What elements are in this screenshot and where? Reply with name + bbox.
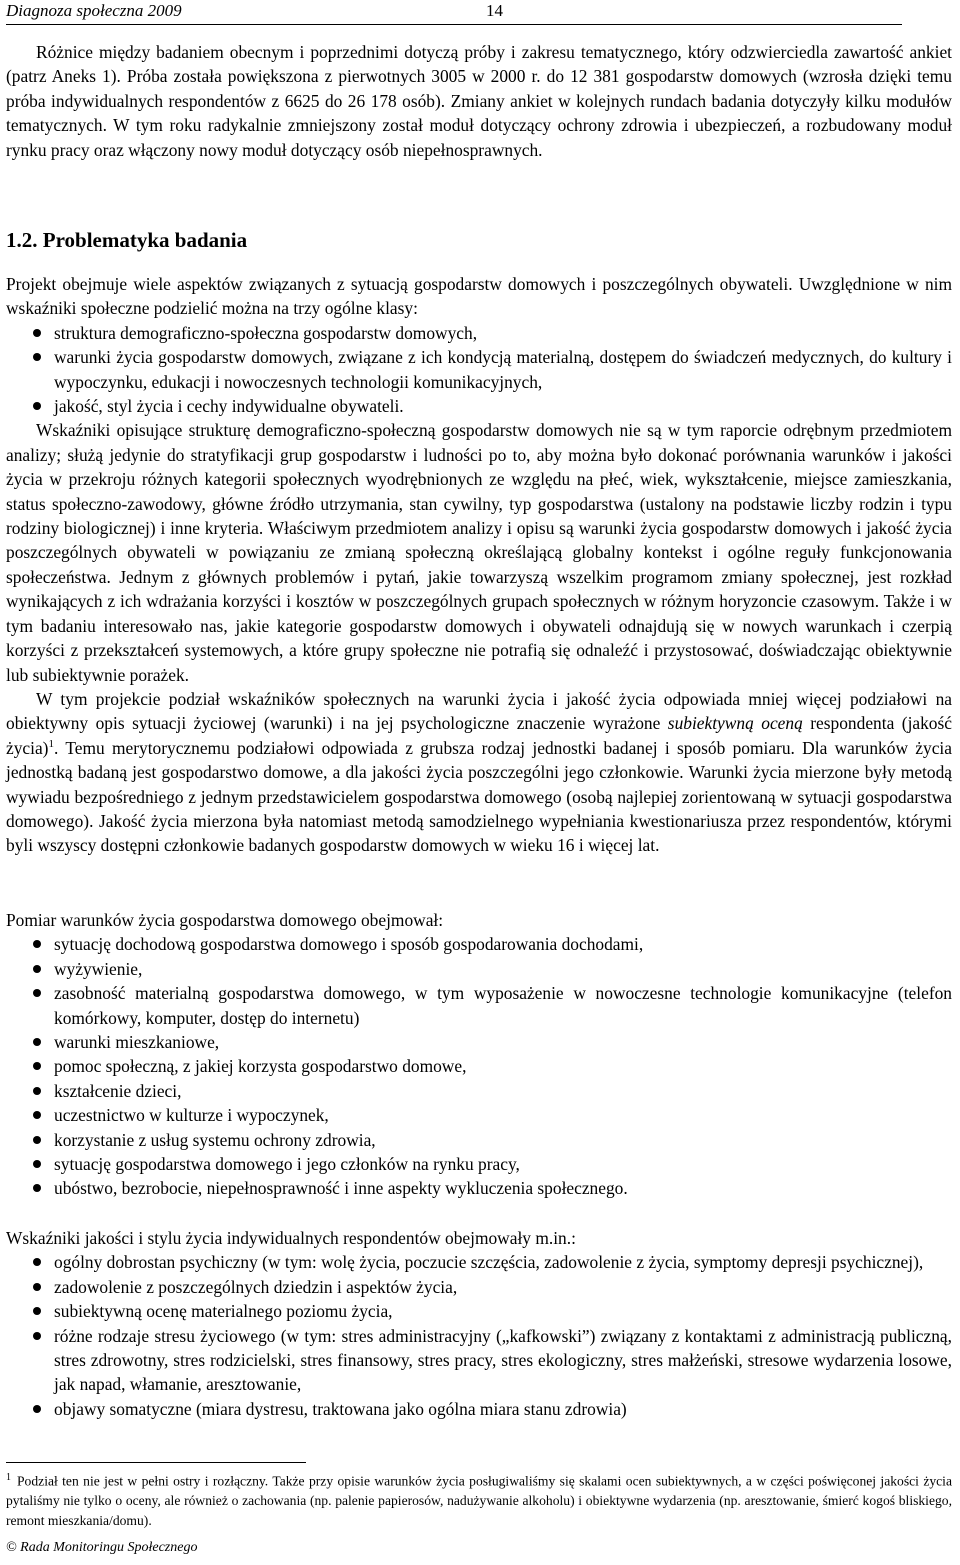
bullet-icon [33, 1283, 41, 1291]
list-item: pomoc społeczną, z jakiej korzysta gospodarstwo domowe, [6, 1054, 952, 1078]
list-item: warunki życia gospodarstw domowych, związane z ich kondycją materialną, dostępem do świadczeń medycznych, do kultury i wypoczynku, edukacji i nowoczesnych technologii komunikacyjnych, [6, 345, 952, 394]
indicator-classes-list [6, 321, 952, 419]
footnote-marker: 1 [6, 1472, 11, 1483]
section-heading: 1.2. Problematyka badania [6, 228, 248, 252]
quality-block [6, 1226, 952, 1421]
quality-intro: Wskaźniki jakości i stylu życia indywidualnych respondentów obejmowały m.in.: [6, 1228, 576, 1248]
bullet-icon [33, 965, 41, 973]
footnote-reference[interactable]: 1 [48, 737, 54, 750]
bullet-icon [33, 1332, 41, 1340]
quality-list [6, 1250, 952, 1421]
list-item: warunki mieszkaniowe, [6, 1030, 952, 1054]
bullet-icon [33, 329, 41, 337]
list-item: ogólny dobrostan psychiczny (w tym: wolę życia, poczucie szczęścia, zadowolenie z życia, symptomy depresji psychicznej), [6, 1250, 952, 1274]
list-item: sytuację gospodarstwa domowego i jego członków na rynku pracy, [6, 1152, 952, 1176]
footnote [6, 1468, 952, 1530]
bullet-icon [33, 353, 41, 361]
bullet-icon [33, 1062, 41, 1070]
list-item: kształcenie dzieci, [6, 1079, 952, 1103]
intro-paragraph: Różnice między badaniem obecnym i poprzednimi dotyczą próby i zakresu tematycznego, który odzwierciedla zawartość ankiet (patrz Aneks 1). Próba została powiększona z pierwotnych 3005 w 2000 r. do 12 381 gospodarstw domowych (wzrosła dzięki temu próba indywidualnych respondentów z 6625 do 26 178 osób). Zmiany ankiet w kolejnych rundach badania dotyczyły kilku modułów tematycznych. W tym roku radykalnie zmniejszony został moduł dotyczący ochrony zdrowia i ubezpieczeń, a rozbudowany moduł rynku pracy oraz włączony nowy moduł dotyczący osób niepełnosprawnych. [6, 42, 952, 160]
page-footer: © Rada Monitoringu Społecznego [6, 1540, 198, 1555]
bullet-icon [33, 1184, 41, 1192]
section-paragraph-3: W tym projekcie podział wskaźników społecznych na warunki życia i jakość życia odpowiada mniej więcej podziałowi na obiektywny opis sytuacji życiowej (warunki) i na jej psychologiczne znaczenie wyrażone subiektywną oceną respondenta (jakość życia)$^1$. Temu merytorycznemu podziałowi odpowiada z grubsza rodzaj jednostki badanej i sposób pomiaru. Dla warunków życia jednostką badaną jest gospodarstwo domowe, a dla jakości życia poszczególni jego członkowie. Warunki życia mierzone były metodą wywiadu bezpośredniego z jednym przedstawicielem gospodarstwa domowego (osobą najlepiej zorientowaną w sytuacji gospodarstwa domowego). Jakość życia mierzona była natomiast metodą samodzielnego wypełniania kwestionariusza przez respondentów, którymi byli wszyscy dostępni członkowie badanych gospodarstw domowych w wieku 16 i więcej lat. [6, 688, 952, 856]
list-item: subiektywną ocenę materialnego poziomu życia, [6, 1299, 952, 1323]
section-paragraph-2: Wskaźniki opisujące strukturę demograficzno-społeczną gospodarstw domowych nie są w tym raporcie odrębnym przedmiotem analizy; służą jedynie do stratyfikacji grup gospodarstw i ludności po to, aby można było dokonać porównania warunków i jakości życia w przekroju różnych kategorii społecznych wyodrębnionych ze względu na płeć, wiek, wykształcenie, miejsce zamieszkania, status społeczno-zawodowy, główne źródło utrzymania, stan cywilny, typ gospodarstwa (ustalony na podstawie liczby rodzin i typu rodziny biologicznej) i inne kryteria. Właściwym przedmiotem analizy i opisu są warunki życia gospodarstw domowych i jakość życia poszczególnych obywateli w powiązaniu ze zmianą społeczną określającą globalny kontekst i ogólne reguły funkcjonowania społeczeństwa. Jednym z głównych problemów i pytań, jakie towarzyszą wszelkim programom zmiany społecznej, jest rozkład wynikających z ich wdrażania korzyści i kosztów w poszczególnych grupach społecznych w różnym horyzoncie czasowym. Także i w tym badaniu interesowało nas, jakie kategorie gospodarstw domowych i obywateli odnajdują się w nowych warunkach i czerpią korzyści z przekształceń systemowych, a które grupy społeczne nie potrafią się odnaleźć i przystosować, doświadczając obiektywnie lub subiektywnie porażek. [6, 420, 952, 685]
page-number: 14 [486, 1, 503, 20]
conditions-block [6, 908, 952, 1201]
list-item: uczestnictwo w kulturze i wypoczynek, [6, 1103, 952, 1127]
section-body [6, 272, 952, 858]
list-item: ubóstwo, bezrobocie, niepełnosprawność i inne aspekty wykluczenia społecznego. [6, 1176, 952, 1200]
bullet-icon [33, 1111, 41, 1119]
bullet-icon [33, 1136, 41, 1144]
footnote-text: Podział ten nie jest w pełni ostry i rozłączny. Także przy opisie warunków życia posługiwaliśmy się skalami ocen subiektywnych, a w części poświęconej jakości życia pytaliśmy nie tylko o oceny, ale również o zachowania (np. palenie papierosów, nadużywanie alkoholu) i obiektywne wydarzenia (np. aresztowanie, śmierć kogoś bliskiego, remont mieszkania/domu). [6, 1473, 952, 1528]
list-item: zasobność materialną gospodarstwa domowego, w tym wyposażenie w nowoczesne technologie komunikacyjne (telefon komórkowy, komputer, dostęp do internetu) [6, 981, 952, 1030]
conditions-intro: Pomiar warunków życia gospodarstwa domowego obejmował: [6, 910, 444, 930]
bullet-icon [33, 402, 41, 410]
list-item: jakość, styl życia i cechy indywidualne obywateli. [6, 394, 952, 418]
list-item: struktura demograficzno-społeczna gospodarstw domowych, [6, 321, 952, 345]
list-item: korzystanie z usług systemu ochrony zdrowia, [6, 1128, 952, 1152]
list-item: zadowolenie z poszczególnych dziedzin i aspektów życia, [6, 1275, 952, 1299]
bullet-icon [33, 1258, 41, 1266]
bullet-icon [33, 1405, 41, 1413]
bullet-icon [33, 1160, 41, 1168]
list-item: różne rodzaje stresu życiowego (w tym: stres administracyjny („kafkowski”) związany z kontaktami z administracją publiczną, stres zdrowotny, stres rodzicielski, stres finansowy, stres pracy, stres ekologiczny, stres małżeński, stresowe wydarzenia losowe, jak napad, włamanie, aresztowanie, [6, 1324, 952, 1397]
bullet-icon [33, 940, 41, 948]
bullet-icon [33, 1038, 41, 1046]
conditions-list [6, 932, 952, 1200]
journal-title: Diagnoza społeczna 2009 [6, 1, 182, 20]
footnote-separator [6, 1462, 306, 1463]
list-item: objawy somatyczne (miara dystresu, traktowana jako ogólna miara stanu zdrowia) [6, 1397, 952, 1421]
list-item: wyżywienie, [6, 957, 952, 981]
bullet-icon [33, 989, 41, 997]
list-item: sytuację dochodową gospodarstwa domowego i sposób gospodarowania dochodami, [6, 932, 952, 956]
italic-phrase: subiektywną oceną [667, 713, 803, 734]
running-header [6, 0, 902, 25]
intro-paragraph-block [6, 40, 952, 162]
bullet-icon [33, 1307, 41, 1315]
bullet-icon [33, 1087, 41, 1095]
section-paragraph-1: Projekt obejmuje wiele aspektów związanych z sytuacją gospodarstw domowych i poszczególnych obywateli. Uwzględnione w nim wskaźniki społeczne podzielić można na trzy ogólne klasy: [6, 274, 952, 319]
